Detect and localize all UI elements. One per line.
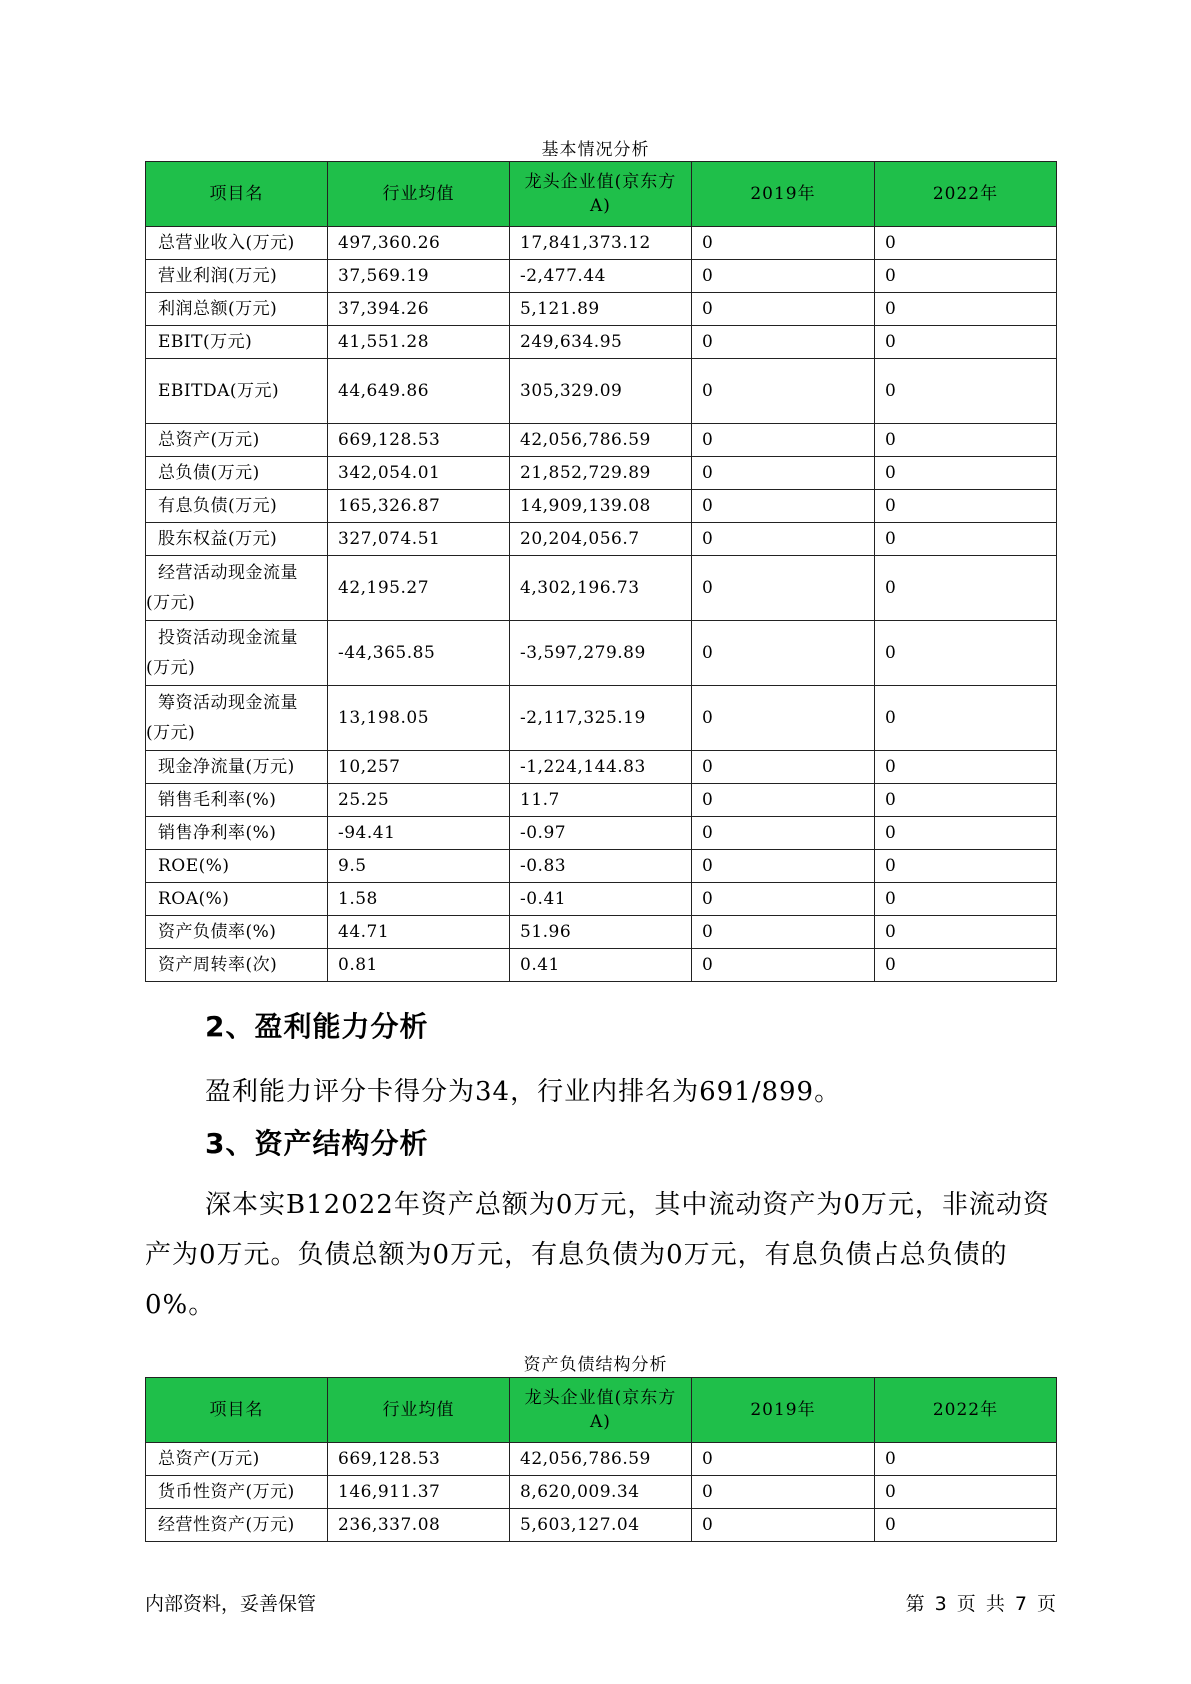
table-cell: 249,634.95 <box>510 326 692 359</box>
row-label: 货币性资产(万元) <box>146 1476 328 1509</box>
table-cell: 0 <box>875 293 1057 326</box>
table-cell: 0 <box>875 260 1057 293</box>
table-header-row <box>146 1378 1057 1443</box>
table-cell: 0 <box>875 686 1057 751</box>
table-cell: 10,257 <box>328 751 510 784</box>
table-cell: 25.25 <box>328 784 510 817</box>
table-cell: 11.7 <box>510 784 692 817</box>
table-cell: 0 <box>875 784 1057 817</box>
table-cell: 305,329.09 <box>510 359 692 424</box>
table-cell: 0 <box>692 523 875 556</box>
basic-analysis-table <box>145 161 1057 982</box>
table-row <box>146 326 1057 359</box>
table-cell: 0 <box>692 424 875 457</box>
row-label: EBITDA(万元) <box>146 359 328 424</box>
table-row <box>146 850 1057 883</box>
table-cell: 669,128.53 <box>328 424 510 457</box>
table-cell: 0 <box>875 916 1057 949</box>
table-cell: 0 <box>875 883 1057 916</box>
row-label: EBIT(万元) <box>146 326 328 359</box>
row-label: 销售毛利率(%) <box>146 784 328 817</box>
table-cell: 0 <box>875 1476 1057 1509</box>
table-cell: -0.41 <box>510 883 692 916</box>
table1-caption: 基本情况分析 <box>541 140 650 160</box>
header-item-name: 项目名 <box>146 1378 328 1443</box>
row-label: 筹资活动现金流量(万元) <box>146 686 328 751</box>
table-cell: 42,056,786.59 <box>510 424 692 457</box>
table-cell: 0.41 <box>510 949 692 982</box>
table-cell: 0 <box>875 817 1057 850</box>
table-row <box>146 424 1057 457</box>
table-cell: 0 <box>692 850 875 883</box>
table-cell: 0 <box>692 1509 875 1542</box>
table-row <box>146 457 1057 490</box>
row-label: 股东权益(万元) <box>146 523 328 556</box>
table-row <box>146 359 1057 424</box>
header-year-2022: 2022年 <box>875 162 1057 227</box>
table-cell: 0 <box>692 784 875 817</box>
table-cell: 0 <box>692 817 875 850</box>
table-cell: 20,204,056.7 <box>510 523 692 556</box>
table-cell: 0 <box>692 686 875 751</box>
table-cell: 0 <box>875 424 1057 457</box>
section2-text: 盈利能力评分卡得分为34，行业内排名为691/899。 <box>205 1077 842 1107</box>
footer-confidential: 内部资料，妥善保管 <box>145 1593 317 1615</box>
table-row <box>146 686 1057 751</box>
table-row <box>146 949 1057 982</box>
header-industry-avg: 行业均值 <box>328 162 510 227</box>
table-cell: 0 <box>692 949 875 982</box>
header-leader-value: 龙头企业值(京东方A) <box>510 1378 692 1443</box>
table-cell: 0 <box>692 1443 875 1476</box>
section3-heading: 3、资产结构分析 <box>205 1127 429 1160</box>
row-label: 总资产(万元) <box>146 424 328 457</box>
table-cell: 327,074.51 <box>328 523 510 556</box>
table-cell: 17,841,373.12 <box>510 227 692 260</box>
row-label: 总资产(万元) <box>146 1443 328 1476</box>
table-cell: 0 <box>875 457 1057 490</box>
table-cell: 0 <box>875 949 1057 982</box>
table-row <box>146 621 1057 686</box>
table-cell: -94.41 <box>328 817 510 850</box>
table-cell: 8,620,009.34 <box>510 1476 692 1509</box>
row-label: 利润总额(万元) <box>146 293 328 326</box>
section2-heading: 2、盈利能力分析 <box>205 1010 429 1043</box>
table-cell: -44,365.85 <box>328 621 510 686</box>
table-cell: 0 <box>692 260 875 293</box>
table-cell: 0 <box>692 457 875 490</box>
table-cell: 37,569.19 <box>328 260 510 293</box>
table-row <box>146 883 1057 916</box>
row-label: 现金净流量(万元) <box>146 751 328 784</box>
table-cell: 0 <box>692 293 875 326</box>
table-cell: 42,056,786.59 <box>510 1443 692 1476</box>
table-cell: 0 <box>875 326 1057 359</box>
row-label: 总负债(万元) <box>146 457 328 490</box>
table-cell: -0.97 <box>510 817 692 850</box>
table-row <box>146 556 1057 621</box>
table-cell: 41,551.28 <box>328 326 510 359</box>
table-cell: 0 <box>692 227 875 260</box>
table-row <box>146 293 1057 326</box>
table-cell: 342,054.01 <box>328 457 510 490</box>
table-cell: -1,224,144.83 <box>510 751 692 784</box>
table-cell: 0 <box>692 883 875 916</box>
table-cell: 0 <box>875 1443 1057 1476</box>
row-label: 投资活动现金流量(万元) <box>146 621 328 686</box>
table-cell: 0 <box>875 751 1057 784</box>
table-row <box>146 1476 1057 1509</box>
table-cell: -0.83 <box>510 850 692 883</box>
row-label: 有息负债(万元) <box>146 490 328 523</box>
table-cell: 0 <box>875 621 1057 686</box>
footer-page-number: 第 3 页 共 7 页 <box>905 1593 1056 1615</box>
table-cell: 0 <box>692 359 875 424</box>
row-label: ROA(%) <box>146 883 328 916</box>
table-cell: 1.58 <box>328 883 510 916</box>
header-industry-avg: 行业均值 <box>328 1378 510 1443</box>
row-label: 经营性资产(万元) <box>146 1509 328 1542</box>
table-header-row <box>146 162 1057 227</box>
table-row <box>146 817 1057 850</box>
row-label: 销售净利率(%) <box>146 817 328 850</box>
table-cell: 42,195.27 <box>328 556 510 621</box>
table-row <box>146 1443 1057 1476</box>
table-row <box>146 260 1057 293</box>
table-cell: 0 <box>692 621 875 686</box>
table-cell: 51.96 <box>510 916 692 949</box>
table-cell: 0 <box>692 916 875 949</box>
table-cell: 0 <box>875 359 1057 424</box>
table-row <box>146 916 1057 949</box>
table-cell: 0 <box>875 556 1057 621</box>
header-year-2019: 2019年 <box>692 162 875 227</box>
row-label: 总营业收入(万元) <box>146 227 328 260</box>
table-cell: 146,911.37 <box>328 1476 510 1509</box>
table-cell: 0 <box>875 1509 1057 1542</box>
table-cell: 0 <box>692 751 875 784</box>
header-item-name: 项目名 <box>146 162 328 227</box>
table-cell: 21,852,729.89 <box>510 457 692 490</box>
table-cell: 37,394.26 <box>328 293 510 326</box>
asset-structure-table <box>145 1377 1057 1542</box>
row-label: 资产负债率(%) <box>146 916 328 949</box>
table-cell: 0 <box>692 1476 875 1509</box>
table-cell: 669,128.53 <box>328 1443 510 1476</box>
row-label: 经营活动现金流量(万元) <box>146 556 328 621</box>
row-label: 营业利润(万元) <box>146 260 328 293</box>
table-cell: 5,603,127.04 <box>510 1509 692 1542</box>
table-cell: 0 <box>692 556 875 621</box>
header-year-2022: 2022年 <box>875 1378 1057 1443</box>
section3-text: 深本实B12022年资产总额为0万元，其中流动资产为0万元，非流动资产为0万元。负债总额为0万元，有息负债为0万元，有息负债占总负债的0%。 <box>145 1190 1050 1320</box>
table-cell: 0 <box>875 850 1057 883</box>
table-row <box>146 523 1057 556</box>
table-cell: 497,360.26 <box>328 227 510 260</box>
table-cell: 0 <box>692 326 875 359</box>
table-row <box>146 1509 1057 1542</box>
table-cell: 14,909,139.08 <box>510 490 692 523</box>
table-row <box>146 751 1057 784</box>
table-cell: 44,649.86 <box>328 359 510 424</box>
table-cell: 4,302,196.73 <box>510 556 692 621</box>
table-cell: 165,326.87 <box>328 490 510 523</box>
table-cell: 13,198.05 <box>328 686 510 751</box>
row-label: 资产周转率(次) <box>146 949 328 982</box>
table-cell: 236,337.08 <box>328 1509 510 1542</box>
header-year-2019: 2019年 <box>692 1378 875 1443</box>
table-cell: -2,117,325.19 <box>510 686 692 751</box>
table-cell: 0 <box>875 227 1057 260</box>
table-cell: 0.81 <box>328 949 510 982</box>
table-cell: -2,477.44 <box>510 260 692 293</box>
table-cell: 44.71 <box>328 916 510 949</box>
header-leader-value: 龙头企业值(京东方A) <box>510 162 692 227</box>
table-row <box>146 490 1057 523</box>
table-row <box>146 227 1057 260</box>
table2-caption: 资产负债结构分析 <box>523 1355 668 1375</box>
table-cell: 0 <box>875 523 1057 556</box>
table-cell: 9.5 <box>328 850 510 883</box>
table-row <box>146 784 1057 817</box>
table-cell: 0 <box>875 490 1057 523</box>
table-cell: 0 <box>692 490 875 523</box>
row-label: ROE(%) <box>146 850 328 883</box>
table-cell: 5,121.89 <box>510 293 692 326</box>
table-cell: -3,597,279.89 <box>510 621 692 686</box>
